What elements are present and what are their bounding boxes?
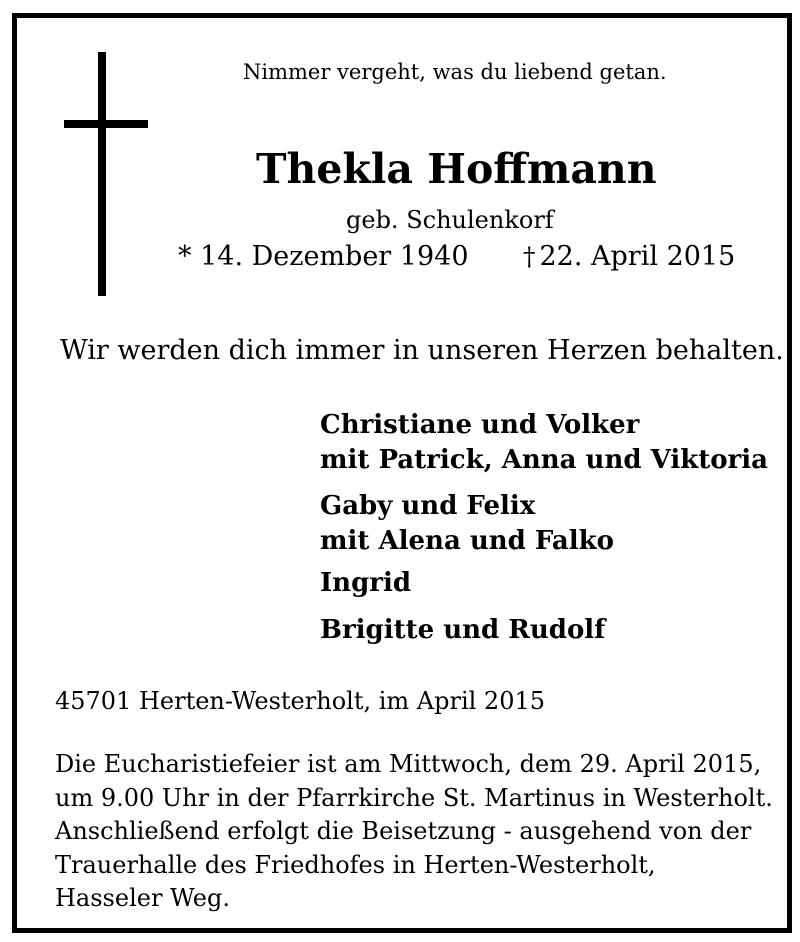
dagger-icon: † [523, 242, 536, 271]
cross-icon-bar [64, 120, 148, 128]
service-info-line: Hasseler Weg. [55, 884, 230, 912]
mourner-line: Ingrid [320, 568, 411, 598]
mourner-line: Brigitte und Rudolf [320, 615, 606, 645]
cross-icon [98, 52, 106, 296]
mourner-line: Christiane und Volker [320, 410, 640, 440]
mourner-line: Gaby und Felix [320, 491, 536, 521]
farewell-text: Wir werden dich immer in unseren Herzen behalten. [60, 335, 784, 366]
service-info-line: Anschließend erfolgt die Beisetzung - ausgehend von der [55, 817, 752, 845]
birth-name: geb. Schulenkorf [346, 206, 554, 234]
death-date-line [523, 241, 735, 272]
mourner-line: mit Alena und Falko [320, 526, 614, 556]
mourner-line: mit Patrick, Anna und Viktoria [320, 445, 768, 475]
death-date: 22. April 2015 [539, 241, 736, 272]
service-info-line: um 9.00 Uhr in der Pfarrkirche St. Martinus in Westerholt. [55, 784, 773, 812]
place-date: 45701 Herten-Westerholt, im April 2015 [55, 687, 546, 715]
birth-date: * 14. Dezember 1940 [178, 241, 469, 272]
service-info-line: Die Eucharistiefeier ist am Mittwoch, dem 29. April 2015, [55, 750, 762, 778]
motto: Nimmer vergeht, was du liebend getan. [243, 60, 667, 84]
service-info-line: Trauerhalle des Friedhofes in Herten-Westerholt, [55, 851, 656, 879]
deceased-name: Thekla Hoffmann [256, 145, 657, 193]
